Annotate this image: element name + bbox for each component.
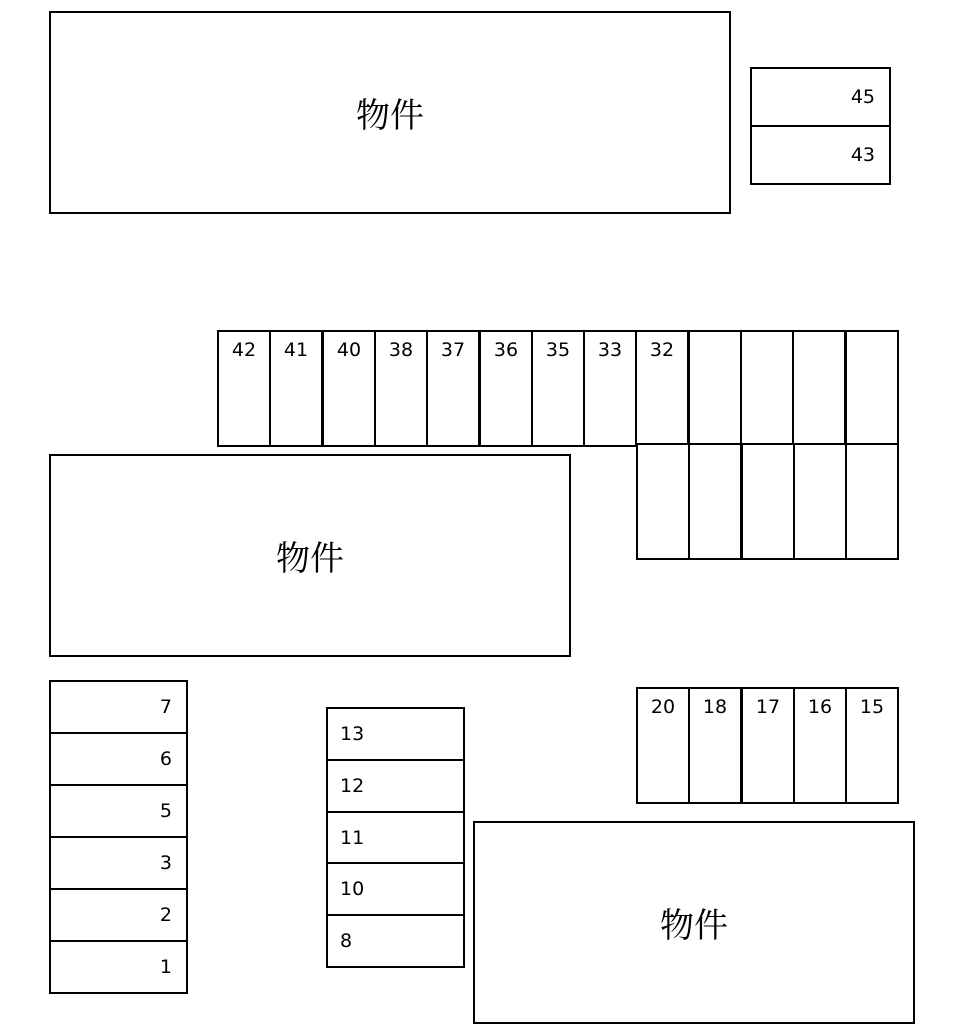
space-number: 3 — [159, 852, 172, 874]
space-number: 10 — [340, 878, 365, 900]
space-number: 6 — [159, 748, 172, 770]
space-number: 15 — [859, 696, 885, 718]
parking-space — [741, 687, 795, 804]
parking-space — [636, 687, 690, 804]
building-label: 物件 — [660, 906, 728, 946]
parking-space — [845, 330, 899, 447]
parking-space — [792, 330, 846, 447]
parking-space — [49, 888, 188, 942]
parking-space — [750, 67, 891, 127]
parking-space — [326, 707, 465, 761]
parking-space — [49, 680, 188, 734]
parking-space — [845, 687, 899, 804]
parking-space — [531, 330, 585, 447]
space-number: 43 — [850, 144, 875, 166]
space-number: 11 — [340, 827, 365, 849]
parking-space — [326, 914, 465, 968]
parking-space — [636, 443, 690, 560]
space-number: 20 — [650, 696, 676, 718]
space-number: 37 — [440, 339, 466, 361]
parking-space — [322, 330, 376, 447]
space-number: 13 — [340, 723, 365, 745]
parking-space — [845, 443, 899, 560]
space-number: 36 — [493, 339, 519, 361]
building-label: 物件 — [276, 539, 344, 579]
space-number: 42 — [231, 339, 257, 361]
space-number: 7 — [159, 696, 172, 718]
parking-space — [688, 687, 742, 804]
parking-space — [793, 443, 847, 560]
parking-space — [49, 940, 188, 994]
parking-space — [793, 687, 847, 804]
space-number: 38 — [388, 339, 414, 361]
parking-space — [269, 330, 323, 447]
space-number: 2 — [159, 904, 172, 926]
space-number: 16 — [807, 696, 833, 718]
parking-space — [374, 330, 428, 447]
parking-space — [326, 759, 465, 813]
parking-space — [49, 836, 188, 890]
space-number: 40 — [336, 339, 362, 361]
parking-space — [688, 443, 742, 560]
parking-space — [583, 330, 637, 447]
space-number: 33 — [597, 339, 623, 361]
building-2 — [49, 454, 571, 657]
space-number: 32 — [649, 339, 675, 361]
space-number: 45 — [850, 86, 875, 108]
building-1 — [49, 11, 731, 214]
parking-space — [635, 330, 689, 447]
building-3 — [473, 821, 915, 1024]
parking-space — [49, 732, 188, 786]
parking-space — [426, 330, 480, 447]
parking-space — [750, 125, 891, 185]
space-number: 12 — [340, 775, 365, 797]
parking-space — [479, 330, 533, 447]
space-number: 35 — [545, 339, 571, 361]
building-label: 物件 — [356, 96, 424, 136]
space-number: 17 — [755, 696, 781, 718]
space-number: 1 — [159, 956, 172, 978]
parking-space — [688, 330, 742, 447]
space-number: 18 — [702, 696, 728, 718]
space-number: 41 — [283, 339, 309, 361]
parking-space — [326, 862, 465, 916]
space-number: 5 — [159, 800, 172, 822]
parking-space — [326, 811, 465, 865]
parking-space — [741, 443, 795, 560]
parking-space — [740, 330, 794, 447]
parking-space — [49, 784, 188, 838]
parking-space — [217, 330, 271, 447]
space-number: 8 — [340, 930, 353, 952]
